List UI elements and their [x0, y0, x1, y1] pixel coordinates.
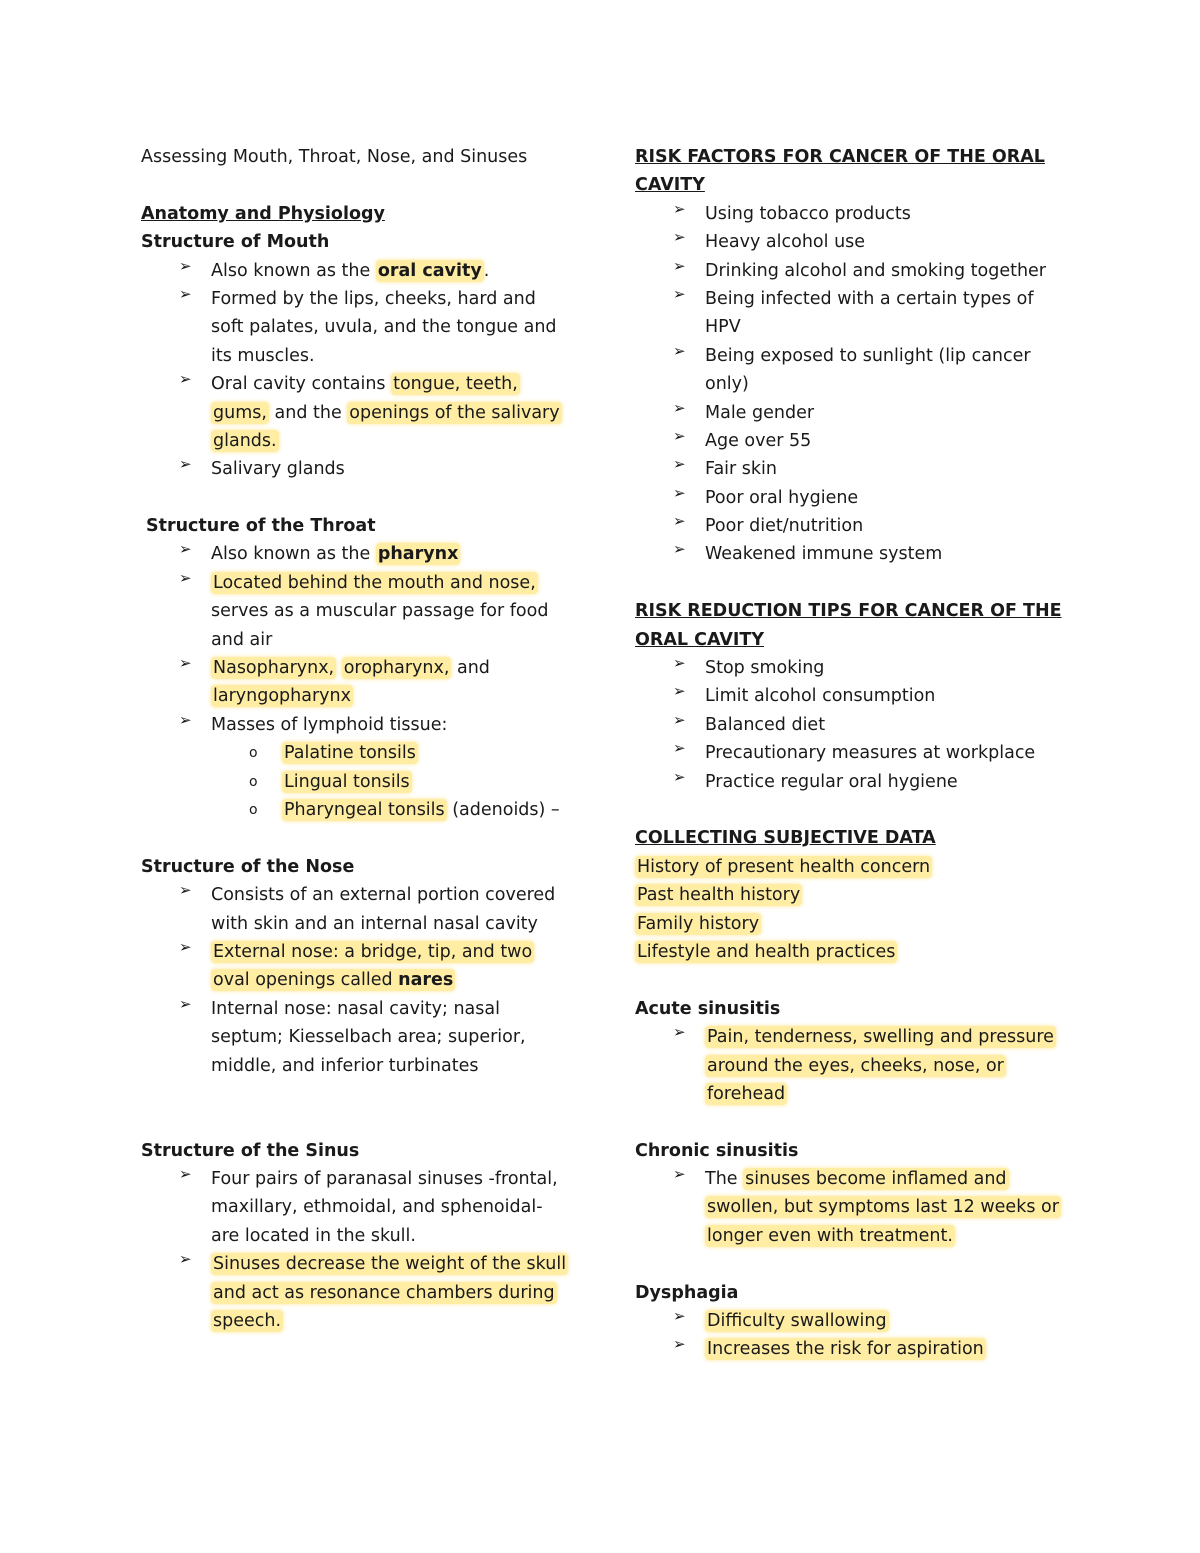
arrow-bullet-icon: ➢: [179, 370, 192, 389]
highlight: oropharynx,: [343, 658, 450, 679]
list-item: ➢ Four pairs of paranasal sinuses -frontal, maxillary, ethmoidal, and sphenoidal- are located in the skull.: [141, 1165, 581, 1250]
arrow-bullet-icon: ➢: [673, 398, 686, 417]
highlight: forehead: [707, 1083, 786, 1104]
highlight: Pain, tenderness, swelling and pressure: [707, 1027, 1054, 1048]
arrow-bullet-icon: ➢: [673, 682, 686, 701]
arrow-bullet-icon: ➢: [673, 767, 686, 786]
list-item: ➢ Internal nose: nasal cavity; nasal septum; Kiesselbach area; superior, middle, and inferior turbinates: [141, 995, 581, 1080]
highlight: Family history: [637, 913, 760, 934]
list-item: [635, 1023, 1075, 1108]
arrow-bullet-icon: ➢: [179, 881, 192, 900]
risk-reduction-heading: RISK REDUCTION TIPS FOR CANCER OF THE: [635, 601, 1062, 622]
list-item: ➢ Using tobacco products: [635, 200, 1075, 228]
highlight: glands.: [213, 430, 277, 451]
dysphagia-heading: Dysphagia: [635, 1282, 739, 1303]
arrow-bullet-icon: ➢: [179, 994, 192, 1013]
list-item: [141, 938, 581, 995]
highlight: Lingual tonsils: [284, 771, 410, 792]
list-item: ➢ Oral cavity contains tongue, teeth, gums, and the openings of the salivary glands.: [141, 370, 581, 455]
acute-sinusitis-heading: Acute sinusitis: [635, 998, 781, 1019]
list-item: ➢ Also known as the pharynx: [141, 540, 581, 568]
highlight: laryngopharynx: [213, 686, 351, 707]
list-item: ➢ Balanced diet: [635, 711, 1075, 739]
list-item: ➢ Drinking alcohol and smoking together: [635, 257, 1075, 285]
arrow-bullet-icon: ➢: [179, 1165, 192, 1184]
list-item: ➢ Being infected with a certain types of HPV: [635, 285, 1075, 342]
list-item: ➢ Limit alcohol consumption: [635, 682, 1075, 710]
list-item: ➢ Masses of lymphoid tissue:: [141, 711, 581, 739]
list-item: ➢ Age over 55: [635, 427, 1075, 455]
circle-bullet-icon: o: [249, 773, 258, 790]
arrow-bullet-icon: ➢: [179, 284, 192, 303]
anatomy-heading: Anatomy and Physiology: [141, 203, 385, 224]
sub-list-item: [141, 768, 581, 796]
nose-heading: Structure of the Nose: [141, 856, 355, 877]
list-item: ➢ Nasopharynx, oropharynx, and laryngopharynx: [141, 654, 581, 711]
list-item: ➢ Practice regular oral hygiene: [635, 768, 1075, 796]
highlight: Difficulty swallowing: [707, 1311, 887, 1332]
arrow-bullet-icon: ➢: [673, 228, 686, 247]
list-item: ➢ Poor oral hygiene: [635, 484, 1075, 512]
list-item: ➢ Formed by the lips, cheeks, hard and soft palates, uvula, and the tongue and its muscles.: [141, 285, 581, 370]
list-item: ➢ Weakened immune system: [635, 540, 1075, 568]
list-item: ➢ Consists of an external portion covered with skin and an internal nasal cavity: [141, 881, 581, 938]
highlight: Past health history: [637, 885, 801, 906]
risk-factors-heading: RISK FACTORS FOR CANCER OF THE ORAL: [635, 147, 1045, 167]
arrow-bullet-icon: ➢: [673, 1023, 686, 1042]
list-item: ➢ Fair skin: [635, 455, 1075, 483]
document-title: Assessing Mouth, Throat, Nose, and Sinuses: [141, 147, 528, 167]
arrow-bullet-icon: ➢: [673, 455, 686, 474]
arrow-bullet-icon: ➢: [179, 1250, 192, 1269]
list-item: [141, 1250, 581, 1335]
highlight: swollen, but symptoms last 12 weeks or: [707, 1197, 1059, 1218]
highlight: Lifestyle and health practices: [637, 941, 896, 962]
arrow-bullet-icon: ➢: [673, 341, 686, 360]
highlight: longer even with treatment.: [707, 1225, 953, 1246]
list-item: ➢ Stop smoking: [635, 654, 1075, 682]
arrow-bullet-icon: ➢: [673, 426, 686, 445]
arrow-bullet-icon: ➢: [673, 739, 686, 758]
arrow-bullet-icon: ➢: [673, 540, 686, 559]
highlight: pharynx: [377, 544, 459, 565]
risk-factors-heading-cont: CAVITY: [635, 175, 705, 196]
list-item: [635, 1335, 1075, 1363]
left-column: [141, 143, 581, 1335]
highlight: Palatine tonsils: [284, 743, 416, 764]
list-item: [635, 1307, 1075, 1335]
arrow-bullet-icon: ➢: [673, 284, 686, 303]
list-item: ➢ Located behind the mouth and nose, serves as a muscular passage for food and air: [141, 569, 581, 654]
highlight: oval openings called nares: [213, 970, 454, 991]
subjective-data-heading: COLLECTING SUBJECTIVE DATA: [635, 828, 936, 849]
sub-list-item: o Pharyngeal tonsils (adenoids) –: [141, 796, 581, 824]
arrow-bullet-icon: ➢: [179, 455, 192, 474]
list-item: ➢ Salivary glands: [141, 455, 581, 483]
circle-bullet-icon: o: [249, 745, 258, 762]
highlight: sinuses become inflamed and: [745, 1169, 1007, 1190]
arrow-bullet-icon: ➢: [179, 540, 192, 559]
risk-reduction-heading-cont: ORAL CAVITY: [635, 629, 765, 650]
list-item: ➢ Precautionary measures at workplace: [635, 739, 1075, 767]
highlight: Pharyngeal tonsils: [284, 799, 445, 820]
highlight: External nose: a bridge, tip, and two: [213, 941, 533, 962]
arrow-bullet-icon: ➢: [673, 512, 686, 531]
highlight: Sinuses decrease the weight of the skull: [213, 1254, 567, 1275]
highlight: gums,: [213, 402, 267, 423]
mouth-heading: Structure of Mouth: [141, 232, 330, 253]
circle-bullet-icon: o: [249, 801, 258, 818]
arrow-bullet-icon: ➢: [673, 710, 686, 729]
highlight: and act as resonance chambers during: [213, 1282, 555, 1303]
throat-heading: Structure of the Throat: [146, 516, 376, 537]
highlight: openings of the salivary: [349, 402, 560, 423]
arrow-bullet-icon: ➢: [673, 199, 686, 218]
arrow-bullet-icon: ➢: [673, 1165, 686, 1184]
sub-list-item: [141, 739, 581, 767]
arrow-bullet-icon: ➢: [179, 654, 192, 673]
highlight: oral cavity: [377, 260, 482, 281]
list-item: ➢ The sinuses become inflamed and swollen, but symptoms last 12 weeks or longer even with treatment.: [635, 1165, 1075, 1250]
highlight: Nasopharynx,: [213, 658, 335, 679]
highlight: History of present health concern: [637, 856, 931, 877]
arrow-bullet-icon: ➢: [179, 710, 192, 729]
chronic-sinusitis-heading: Chronic sinusitis: [635, 1140, 799, 1161]
highlight: speech.: [213, 1311, 282, 1332]
arrow-bullet-icon: ➢: [673, 483, 686, 502]
list-item: ➢ Heavy alcohol use: [635, 228, 1075, 256]
arrow-bullet-icon: ➢: [179, 256, 192, 275]
sinus-heading: Structure of the Sinus: [141, 1140, 360, 1161]
highlight: around the eyes, cheeks, nose, or: [707, 1055, 1004, 1076]
list-item: ➢ Being exposed to sunlight (lip cancer only): [635, 342, 1075, 399]
arrow-bullet-icon: ➢: [673, 654, 686, 673]
arrow-bullet-icon: ➢: [179, 937, 192, 956]
highlight: Increases the risk for aspiration: [707, 1339, 984, 1360]
right-column: [635, 143, 1075, 1364]
list-item: ➢ Male gender: [635, 399, 1075, 427]
highlight: Located behind the mouth and nose,: [213, 572, 536, 593]
arrow-bullet-icon: ➢: [673, 1335, 686, 1354]
arrow-bullet-icon: ➢: [673, 256, 686, 275]
arrow-bullet-icon: ➢: [673, 1307, 686, 1326]
list-item: ➢ Poor diet/nutrition: [635, 512, 1075, 540]
arrow-bullet-icon: ➢: [179, 568, 192, 587]
list-item: ➢ Also known as the oral cavity .: [141, 257, 581, 285]
highlight: tongue, teeth,: [393, 374, 518, 395]
